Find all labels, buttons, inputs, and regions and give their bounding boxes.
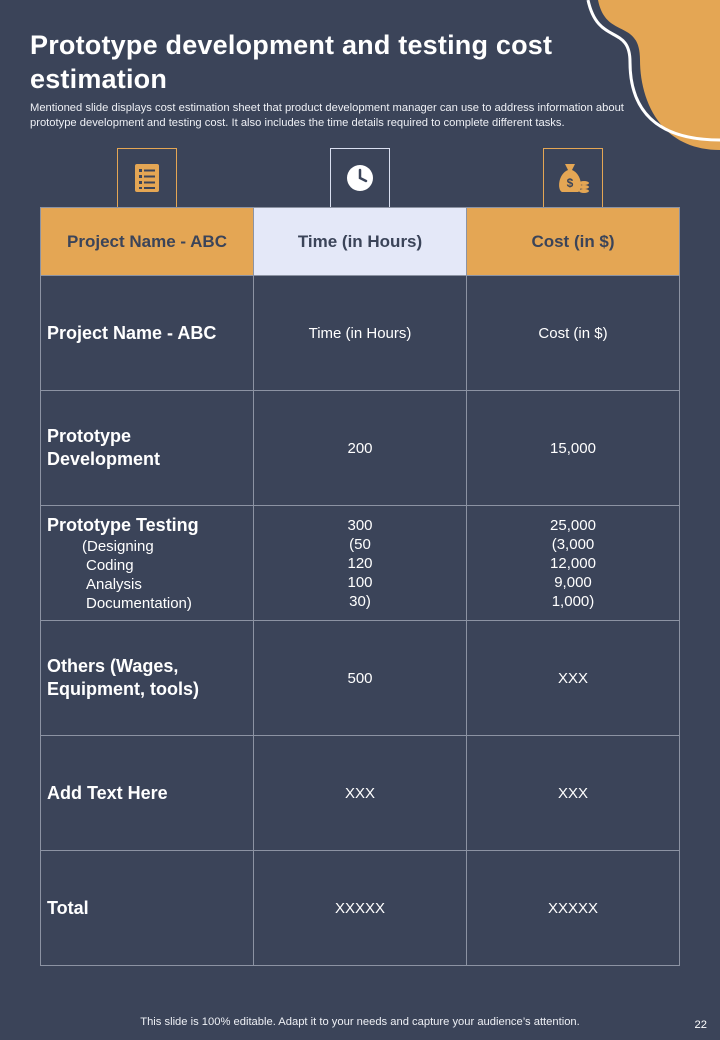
checklist-icon-box [117, 148, 177, 207]
row-label: Prototype Development [41, 391, 254, 506]
row-cost: Cost (in $) [467, 276, 680, 391]
row-cost: XXXXX [467, 851, 680, 966]
header-project: Project Name - ABC [41, 208, 254, 276]
row-cost: XXX [467, 621, 680, 736]
header-time: Time (in Hours) [254, 208, 467, 276]
row-sublabels [47, 537, 247, 613]
checklist-icon [134, 163, 160, 193]
sublabel: Coding [86, 556, 134, 574]
table-row [41, 851, 680, 966]
page-subtitle: Mentioned slide displays cost estimation sheet that product development manager can use to address information about prototype development and testing cost. It also includes the time details required to complete different tasks. [30, 102, 624, 129]
money-bag-icon [556, 162, 590, 194]
page-number: 22 [694, 1019, 707, 1031]
row-time [254, 506, 467, 621]
page-title: Prototype development and testing cost estimation [30, 30, 553, 94]
row-label: Prototype Testing [47, 514, 199, 535]
row-time: Time (in Hours) [254, 276, 467, 391]
time-line: 300 [347, 516, 373, 534]
sublabel: Analysis [86, 575, 142, 593]
cost-line: 1,000) [551, 592, 595, 610]
clock-icon-box [330, 148, 390, 207]
footer-note: This slide is 100% editable. Adapt it to your needs and capture your audience’s attention. [140, 1016, 580, 1028]
row-time: 500 [254, 621, 467, 736]
time-line: 120 [347, 554, 373, 572]
sublabel: (Designing [82, 537, 154, 555]
row-cost: 15,000 [467, 391, 680, 506]
sublabel: Documentation) [86, 594, 192, 612]
cost-line: (3,000 [551, 535, 595, 553]
cost-line: 25,000 [550, 516, 596, 534]
row-label: Total [41, 851, 254, 966]
clock-icon [345, 163, 375, 193]
row-time: 200 [254, 391, 467, 506]
row-label: Project Name - ABC [41, 276, 254, 391]
row-time: XXXXX [254, 851, 467, 966]
table-row [41, 276, 680, 391]
header-cost: Cost (in $) [467, 208, 680, 276]
table-row [41, 736, 680, 851]
table-header-row [41, 208, 680, 276]
cost-estimation-table [40, 207, 680, 966]
row-cost [467, 506, 680, 621]
time-line: 30) [349, 592, 371, 610]
row-cost: XXX [467, 736, 680, 851]
time-line: (50 [349, 535, 371, 553]
corner-decoration [580, 0, 720, 160]
row-label: Add Text Here [41, 736, 254, 851]
row-time: XXX [254, 736, 467, 851]
row-label: Others (Wages, Equipment, tools) [41, 621, 254, 736]
money-bag-icon-box [543, 148, 603, 207]
cost-line: 12,000 [550, 554, 596, 572]
table-row [41, 391, 680, 506]
row-label-group [41, 506, 254, 621]
cost-line: 9,000 [554, 573, 592, 591]
table-row [41, 506, 680, 621]
svg-text:$: $ [566, 176, 574, 190]
time-line: 100 [347, 573, 373, 591]
table-row [41, 621, 680, 736]
